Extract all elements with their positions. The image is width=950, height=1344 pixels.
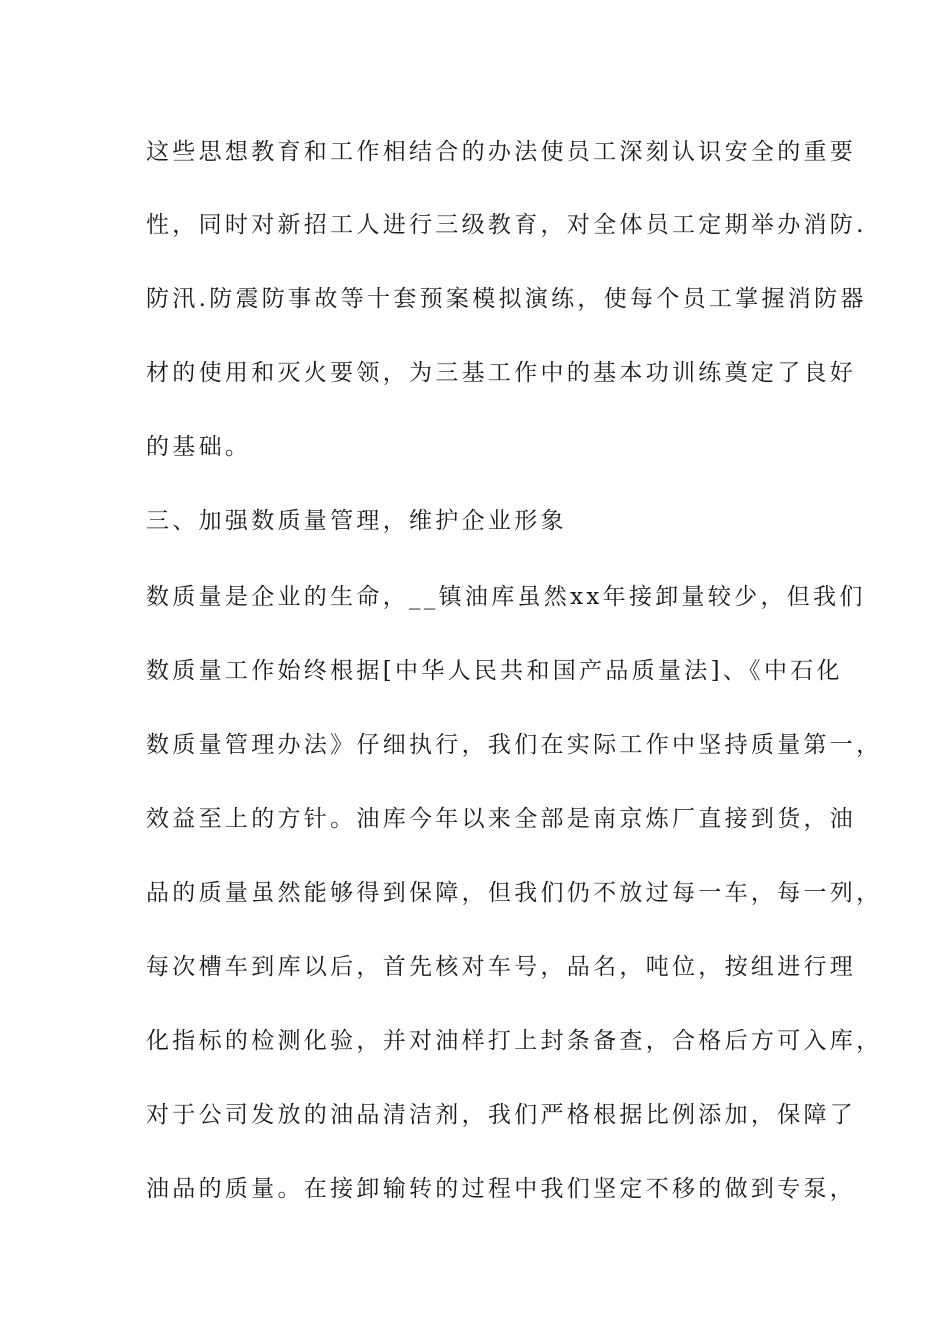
paragraph-line: 数质量管理办法》仔细执行，我们在实际工作中坚持质量第一， [146,732,883,758]
paragraph-line: 油品的质量。在接卸输转的过程中我们坚定不移的做到专泵， [146,1176,857,1202]
section-heading: 三、加强数质量管理，维护企业形象 [146,508,567,534]
paragraph-line: 的基础。 [146,434,252,460]
paragraph-line: 数质量是企业的生命，__镇油库虽然xx年接卸量较少，但我们 [146,584,866,610]
paragraph-line: 对于公司发放的油品清洁剂，我们严格根据比例添加，保障了 [146,1102,857,1128]
paragraph-line: 材的使用和灭火要领，为三基工作中的基本功训练奠定了良好 [146,360,857,386]
paragraph-line: 防汛.防震防事故等十套预案模拟演练，使每个员工掌握消防器 [146,286,867,312]
paragraph-line: 效益至上的方针。油库今年以来全部是南京炼厂直接到货，油 [146,806,857,832]
paragraph-line: 每次槽车到库以后，首先核对车号，品名，吨位，按组进行理 [146,954,857,980]
paragraph-line: 品的质量虽然能够得到保障，但我们仍不放过每一车，每一列， [146,880,883,906]
paragraph-line: 化指标的检测化验，并对油样打上封条备查，合格后方可入库， [146,1028,883,1054]
paragraph-line: 这些思想教育和工作相结合的办法使员工深刻认识安全的重要 [146,139,857,165]
paragraph-line: 性，同时对新招工人进行三级教育，对全体员工定期举办消防. [146,212,867,238]
paragraph-line: 数质量工作始终根据[中华人民共和国产品质量法]、《中石化 [146,658,843,684]
